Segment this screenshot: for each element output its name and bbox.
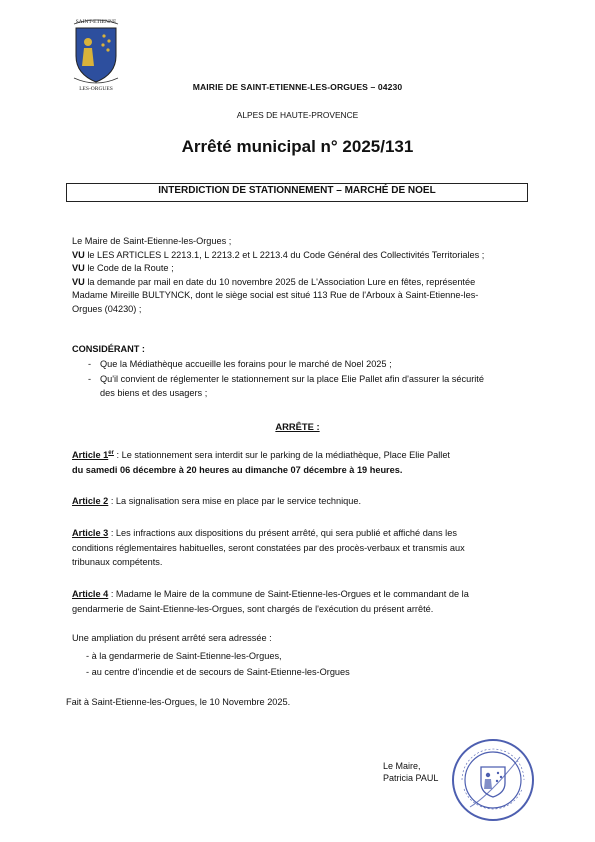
article-1-line (72, 450, 528, 462)
considerant-text: Qu'il convient de réglementer le stationnement sur la place Elie Pallet afin d'assurer la sécurité (100, 374, 484, 384)
official-stamp (450, 737, 536, 823)
coat-of-arms-logo (66, 14, 126, 92)
vu-text: le LES ARTICLES L 2213.1, L 2213.2 et L 2213.4 du Code Général des Collectivités Territoriales ; (84, 249, 485, 260)
signature-name: Patricia PAUL (383, 773, 439, 784)
preamble-block (72, 236, 528, 315)
signature-role: Le Maire, (383, 761, 421, 771)
vu-line-3b: Madame Mireille BULTYNCK, dont le siège social est situé 113 Rue de l'Arboux à Saint-Etienne-les- (72, 290, 479, 300)
article-2 (72, 496, 528, 508)
article-3-line3: tribunaux compétents. (72, 557, 163, 567)
article-4-line2: gendarmerie de Saint-Etienne-les-Orgues, sont chargés de l'exécution du présent arrêté. (72, 603, 434, 614)
arrete-heading: ARRÊTE : (275, 421, 320, 432)
article-1-dates: du samedi 06 décembre à 20 heures au dimanche 07 décembre à 19 heures. (72, 464, 403, 475)
signature-block (383, 760, 438, 784)
vu-text: la demande par mail en date du 10 novembre 2025 de L'Association Lure en fêtes, représentée (84, 276, 476, 287)
article-label: Article 1 (72, 450, 109, 461)
article-4-line (72, 589, 528, 601)
article-3-line2: conditions réglementaires habituelles, seront constatées par des procès-verbaux et transmis aux (72, 542, 465, 553)
vu-label: VU (72, 249, 85, 260)
crest-text-bottom: LES-ORGUES (79, 86, 113, 92)
fait-a-date: Fait à Saint-Etienne-les-Orgues, le 10 Novembre 2025. (66, 697, 291, 707)
ampliation-item: - à la gendarmerie de Saint-Etienne-les-Orgues, (86, 651, 282, 661)
article-label: Article 2 (72, 496, 109, 506)
bullet-dash: - (88, 359, 92, 369)
article-colon: : (113, 450, 120, 461)
vu-line-3 (72, 277, 528, 289)
crest-text-top: SAINT-ETIENNE (75, 19, 117, 25)
vu-text: le Code de la Route ; (84, 263, 174, 273)
mairie-heading: MAIRIE DE SAINT-ETIENNE-LES-ORGUES – 04230 (192, 82, 403, 92)
vu-line-1 (72, 250, 528, 262)
considerant-text-cont: des biens et des usagers ; (100, 388, 208, 398)
vu-line-2 (72, 263, 528, 275)
vu-label: VU (72, 263, 85, 273)
bullet-dash: - (88, 374, 92, 384)
article-text: : Les infractions aux dispositions du présent arrêté, qui sera publié et affiché dans les (108, 528, 457, 538)
ampliation-item: - au centre d'incendie et de secours de Saint-Etienne-les-Orgues (86, 667, 350, 677)
article-4 (72, 589, 528, 615)
article-1 (72, 450, 528, 476)
considerant-text: Que la Médiathèque accueille les forains pour le marché de Noel 2025 ; (100, 359, 392, 369)
vu-line-3c: Orgues (04230) ; (72, 303, 142, 314)
article-label: Article 3 (72, 528, 109, 538)
considerant-heading: CONSIDÉRANT : (72, 344, 145, 354)
ampliation-intro: Une ampliation du présent arrêté sera adressée : (72, 633, 272, 643)
vu-label: VU (72, 276, 85, 287)
considerant-item (88, 359, 528, 371)
page-title: Arrêté municipal n° 2025/131 (181, 137, 414, 156)
region-heading: ALPES DE HAUTE-PROVENCE (236, 110, 359, 120)
article-text: : La signalisation sera mise en place par le service technique. (108, 496, 362, 506)
article-text: : Madame le Maire de la commune de Saint-Etienne-les-Orgues et le commandant de la (108, 589, 469, 599)
considerant-item (88, 374, 528, 386)
article-3-line (72, 528, 528, 540)
article-label: Article 4 (72, 589, 109, 599)
preamble-maire: Le Maire de Saint-Etienne-les-Orgues ; (72, 236, 232, 246)
article-text: Le stationnement sera interdit sur le parking de la médiathèque, Place Elie Pallet (119, 450, 450, 461)
article-3 (72, 528, 528, 569)
article-sup: er (108, 450, 114, 456)
subject-title: INTERDICTION DE STATIONNEMENT – MARCHÉ DE NOEL (158, 185, 436, 196)
